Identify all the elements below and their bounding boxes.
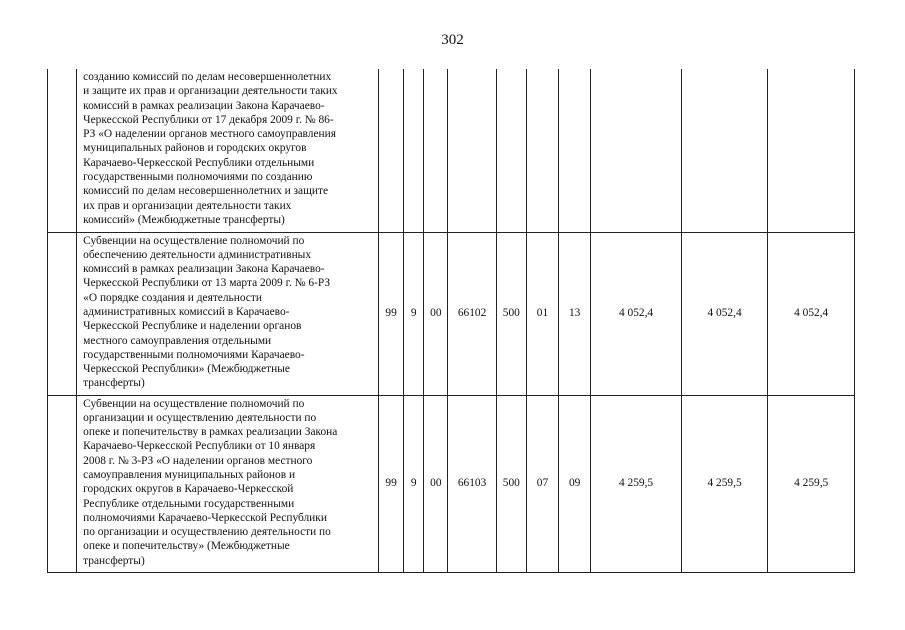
description-line: комиссий в рамках реализации Закона Карачаево- bbox=[83, 99, 325, 112]
description-line: опеке и попечительству в рамках реализации Закона bbox=[83, 426, 338, 439]
description-line: Субвенции на осуществление полномочий по bbox=[83, 397, 305, 410]
expense-type-cell bbox=[496, 69, 526, 232]
subprogram-cell: 9 bbox=[404, 395, 424, 572]
subsection-cell: 09 bbox=[559, 395, 591, 572]
description-line: организации и осуществлению деятельности по bbox=[83, 411, 317, 424]
description-line: Республике отдельными государственными bbox=[83, 497, 295, 510]
amount-cell-2 bbox=[681, 69, 768, 232]
amount-cell-3: 4 052,4 bbox=[768, 232, 855, 395]
amount-cell-1 bbox=[591, 69, 682, 232]
subprogram-cell: 9 bbox=[404, 232, 424, 395]
description-line: административных комиссий в Карачаево- bbox=[83, 305, 290, 318]
description-line: Карачаево-Черкесской Республики от 10 января bbox=[83, 440, 316, 453]
description-line: и защите их прав и организации деятельности таких bbox=[83, 85, 338, 98]
table-row bbox=[48, 69, 855, 232]
description-line: трансферты) bbox=[83, 554, 145, 567]
article-cell: 66103 bbox=[448, 395, 496, 572]
amount-cell-2: 4 259,5 bbox=[681, 395, 768, 572]
description-line: Черкесской Республики» (Межбюджетные bbox=[83, 363, 290, 376]
indent-cell bbox=[48, 232, 77, 395]
description-line: самоуправления муниципальных районов и bbox=[83, 468, 296, 481]
subsection-cell: 13 bbox=[559, 232, 591, 395]
page-number: 302 bbox=[441, 32, 464, 48]
subsection-cell bbox=[559, 69, 591, 232]
article-cell bbox=[448, 69, 496, 232]
table-row bbox=[48, 395, 855, 572]
description-line: «О порядке создания и деятельности bbox=[83, 291, 262, 304]
description-cell bbox=[77, 395, 379, 572]
program-cell: 99 bbox=[379, 232, 404, 395]
indent-cell bbox=[48, 69, 77, 232]
section-cell: 01 bbox=[526, 232, 558, 395]
expense-type-cell: 500 bbox=[496, 395, 526, 572]
description-line: Черкесской Республики от 17 декабря 2009 г. № 86- bbox=[83, 113, 334, 126]
description-line: 2008 г. № 3-РЗ «О наделении органов местного bbox=[83, 454, 313, 467]
description-line: местного самоуправления отдельными bbox=[83, 334, 272, 347]
direction-cell bbox=[424, 69, 448, 232]
program-cell: 99 bbox=[379, 395, 404, 572]
article-cell: 66102 bbox=[448, 232, 496, 395]
description-line: созданию комиссий по делам несовершеннолетних bbox=[83, 71, 332, 83]
description-line: Черкесской Республики от 13 марта 2009 г. № 6-РЗ bbox=[83, 277, 331, 290]
indent-cell bbox=[48, 395, 77, 572]
description-line: городских округов в Карачаево-Черкесской bbox=[83, 483, 294, 496]
direction-cell: 00 bbox=[424, 232, 448, 395]
description-line: РЗ «О наделении органов местного самоуправления bbox=[83, 128, 336, 141]
program-cell bbox=[379, 69, 404, 232]
description-line: комиссий в рамках реализации Закона Карачаево- bbox=[83, 263, 325, 276]
subprogram-cell bbox=[404, 69, 424, 232]
section-cell: 07 bbox=[526, 395, 558, 572]
description-line: комиссий по делам несовершеннолетних и защите bbox=[83, 185, 329, 198]
budget-table bbox=[47, 69, 855, 573]
description-line: Черкесской Республике и наделении органов bbox=[83, 320, 302, 333]
description-line: комиссий» (Межбюджетные трансферты) bbox=[83, 213, 285, 226]
description-line: трансферты) bbox=[83, 377, 145, 390]
description-line: государственными полномочиями по созданию bbox=[83, 171, 313, 184]
amount-cell-1: 4 052,4 bbox=[591, 232, 682, 395]
description-cell bbox=[77, 69, 379, 232]
table-row bbox=[48, 232, 855, 395]
section-cell bbox=[526, 69, 558, 232]
description-cell bbox=[77, 232, 379, 395]
description-line: обеспечению деятельности административных bbox=[83, 248, 312, 261]
amount-cell-3: 4 259,5 bbox=[768, 395, 855, 572]
description-line: Карачаево-Черкесской Республики отдельными bbox=[83, 156, 315, 169]
description-line: опеке и попечительству» (Межбюджетные bbox=[83, 540, 290, 553]
amount-cell-2: 4 052,4 bbox=[681, 232, 768, 395]
description-line: полномочиями Карачаево-Черкесской Республики bbox=[83, 511, 327, 524]
amount-cell-3 bbox=[768, 69, 855, 232]
description-line: по организации и осуществлению деятельности по bbox=[83, 526, 331, 539]
description-line: Субвенции на осуществление полномочий по bbox=[83, 234, 305, 247]
direction-cell: 00 bbox=[424, 395, 448, 572]
amount-cell-1: 4 259,5 bbox=[591, 395, 682, 572]
description-line: муниципальных районов и городских округов bbox=[83, 142, 307, 155]
description-line: государственными полномочиями Карачаево- bbox=[83, 348, 305, 361]
description-line: их прав и организации деятельности таких bbox=[83, 199, 292, 212]
expense-type-cell: 500 bbox=[496, 232, 526, 395]
